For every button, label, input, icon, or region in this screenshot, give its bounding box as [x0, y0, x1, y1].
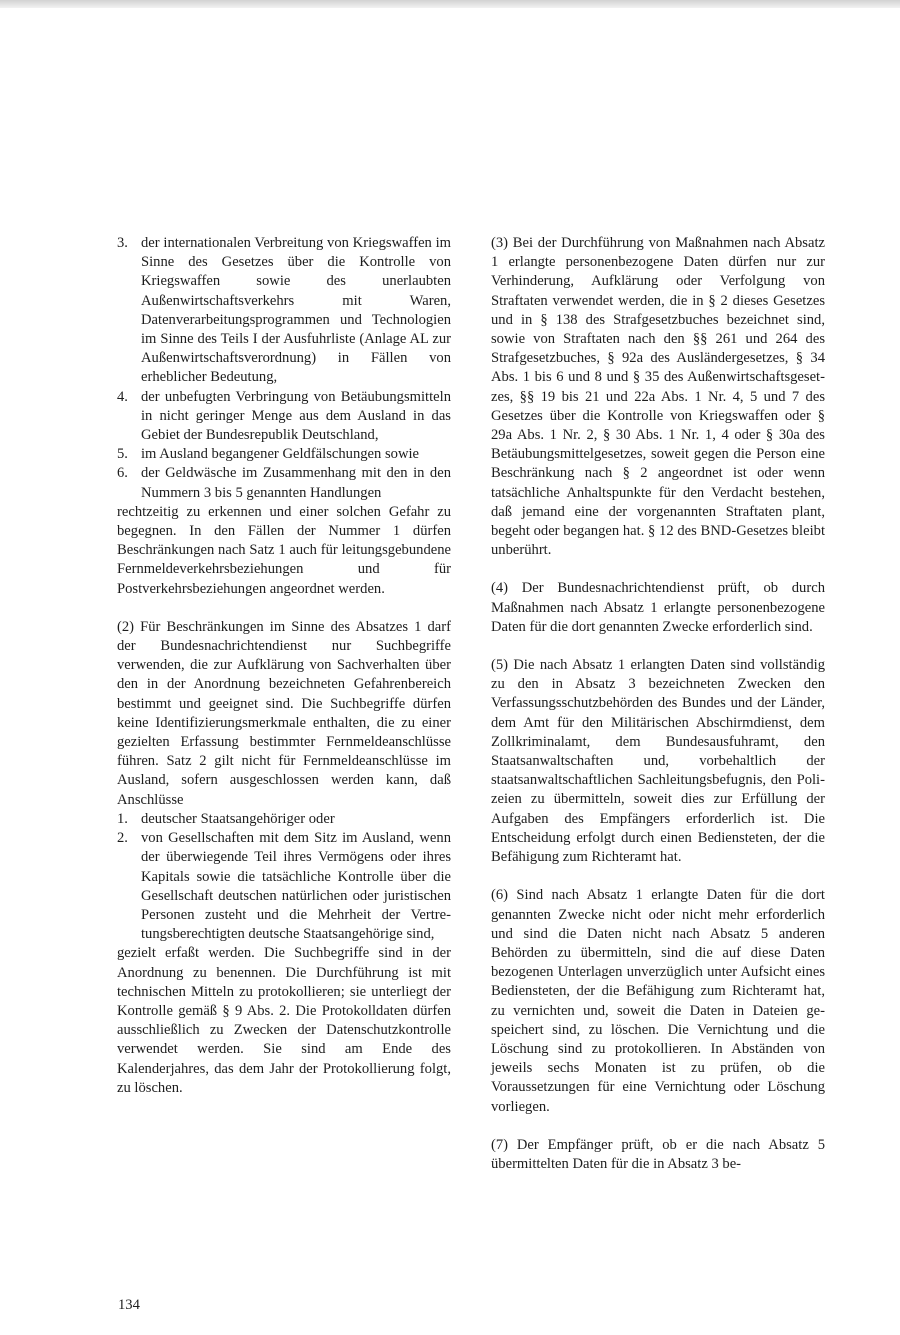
paragraph-4: (4) Der Bundesnachrichtendienst prüft, ob durch Maßnahmen nach Absatz 1 erlangte personenbezogene Daten für die dort genannten Zwecke erforderlich sind. — [491, 580, 825, 635]
list-text: der internationalen Verbreitung von Kriegswaffen im Sinne des Gesetzes über die Kontrolle von Kriegswaffen sowie des unerlaubten Außenwirtschaftsverkehrs mit Waren, Datenverarbeitungsprogrammen und Technologien im Sinne des Teils I der Ausfuhrliste (Anlage AL zur Außenwirtschaftsverordnung) in Fällen von erheblicher Bedeutung, — [141, 235, 451, 386]
scan-edge — [0, 0, 900, 8]
paragraph-3: (3) Bei der Durchführung von Maßnahmen nach Absatz 1 erlangte personenbezogene Daten dürfen nur zur Verhinderung, Aufklärung oder Verfolgung von Straftaten verwendet werden, die in § 2 dieses Gesetzes und in § 138 des Strafgesetzbuches bezeichnet sind, sowie von Straftaten nach den §§ 261 und 264 des Strafgesetzbuches, § 92a des Ausländergesetzes, § 34 Abs. 1 bis 6 und 8 und § 35 des Außenwirtschaftsgesetzes, §§ 19 bis 21 und 22a Abs. 1 Nr. 4, 5 und 7 des Gesetzes über die Kontrolle von Kriegswaffen oder § 29a Abs. 1 Nr. 2, § 30 Abs. 1 Nr. 1, 4 oder § 30a des Betäubungsmittelgesetzes, soweit gegen die Person eine Beschränkung nach § 2 angeordnet ist oder wenn tatsächliche Anhaltspunkte für den Verdacht bestehen, daß jemand eine der vorgenannten Straftaten plant, begeht oder begangen hat. § 12 des BND-Gesetzes bleibt unberührt. — [491, 235, 825, 559]
list-text: der unbefugten Verbringung von Betäubungsmitteln in nicht geringer Menge aus dem Ausland in das Gebiet der Bundesrepublik Deutschland, — [141, 388, 451, 444]
list-number: 3. — [117, 235, 128, 251]
list-item — [117, 810, 451, 829]
list-text: von Gesellschaften mit dem Sitz im Ausland, wenn der überwiegende Teil ihres Vermögens oder ihres Kapitals sowie die tatsächliche Kontrolle über die Gesellschaft deutschen natürlichen oder juristischen Personen zusteht und die Mehrheit der Vertretungsberechtigten deutsche Staatsangehörige sind, — [141, 830, 451, 943]
list-text: deutscher Staatsangehöriger oder — [141, 810, 335, 827]
page-number: 134 — [118, 1297, 140, 1313]
list-text: der Geldwäsche im Zusammenhang mit den in den Nummern 3 bis 5 genannten Handlungen — [141, 465, 451, 501]
list-item — [117, 388, 451, 446]
list-item — [117, 829, 451, 944]
paragraph-2-continuation: gezielt erfaßt werden. Die Suchbegriffe sind in der Anordnung zu benennen. Die Durchführung ist mit technischen Mitteln zu protokollieren; sie unterliegt der Kontrolle gemäß § 9 Abs. 2. Die Protokolldaten dürfen ausschließlich zu Zwecken der Datenschutzkontrolle verwendet werden. Sie sind am Ende des Kalenderjahres, das dem Jahr der Protokollierung folgt, zu löschen. — [117, 945, 451, 1096]
paragraph-5: (5) Die nach Absatz 1 erlangten Daten sind vollständig zu den in Absatz 3 bezeichneten Zwecken den Verfassungsschutzbehörden des Bundes und der Länder, dem Amt für den Militärischen Abschirmdienst, dem Zollkriminalamt, dem Bundesausfuhramt, den Staatsanwaltschaften und, vorbehaltlich der staatsanwaltschaftlichen Sachleitungsbefugnis, den Polizeien zu übermitteln, soweit dies zur Erfüllung der Aufgaben des Empfängers erforderlich ist. Die Entscheidung erfolgt durch einen Bediensteten, der die Befähigung zum Richteramt hat. — [491, 657, 825, 866]
list-item — [117, 234, 451, 388]
list-number: 1. — [117, 810, 128, 827]
list-item — [117, 464, 451, 502]
list-text: im Ausland begangener Geldfälschungen sowie — [141, 446, 420, 463]
list-number: 4. — [117, 388, 128, 405]
list-number: 2. — [117, 830, 128, 847]
paragraph-6: (6) Sind nach Absatz 1 erlangte Daten für die dort genannten Zwecke nicht oder nicht mehr erforderlich und sind die Daten nicht nach Absatz 5 anderen Behörden zu übermitteln, sind die auf diese Daten bezogenen Unterlagen unverzüglich unter Aufsicht eines Bediensteten, der die Befähigung zum Richteramt hat, zu vernichten und, soweit die Daten in Dateien gespeichert sind, zu löschen. Die Vernichtung und die Löschung sind zu protokollieren. In Abständen von jeweils sechs Monaten ist zu prüfen, ob die Voraussetzungen für eine Vernichtung oder Löschung vorliegen. — [491, 887, 825, 1115]
right-column — [491, 234, 825, 1174]
list-number: 5. — [117, 446, 128, 463]
paragraph-2: (2) Für Beschränkungen im Sinne des Absatzes 1 darf der Bundesnachrichtendienst nur Suchbegriffe verwenden, die zur Aufklärung von Sachverhalten über den in der Anordnung bezeichneten Gefahrenbereich bestimmt und geeignet sind. Die Suchbegriffe dürfen keine Identifizierungsmerkmale enthalten, die zu einer gezielten Erfassung bestimmter Fernmeldeanschlüsse führen. Satz 2 gilt nicht für Fernmeldeanschlüsse im Ausland, sofern ausgeschlossen werden kann, daß Anschlüsse — [117, 618, 451, 808]
paragraph-7: (7) Der Empfänger prüft, ob er die nach Absatz 5 übermittelten Daten für die in Absatz 3 be- — [491, 1136, 825, 1172]
paragraph-1-continuation: rechtzeitig zu erkennen und einer solchen Gefahr zu begegnen. In den Fällen der Nummer 1 dürfen Beschränkungen nach Satz 1 auch für leitungsgebundene Fernmeldeverkehrsbeziehungen und für Postverkehrsbeziehungen angeordnet werden. — [117, 503, 451, 597]
left-column — [117, 234, 451, 1098]
list-number: 6. — [117, 465, 128, 482]
list-item — [117, 445, 451, 464]
